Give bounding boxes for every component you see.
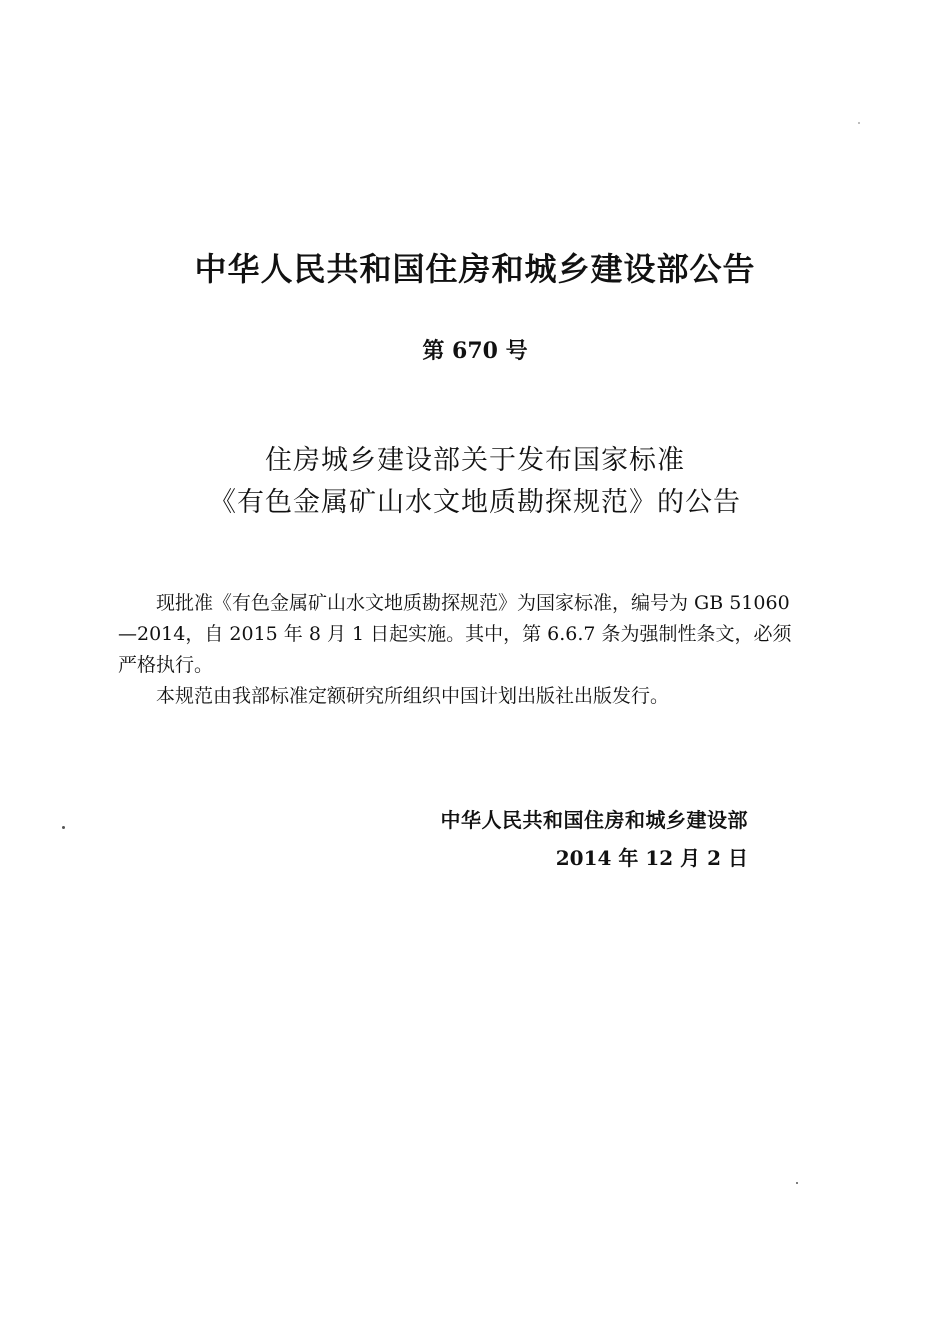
announcement-heading: 中华人民共和国住房和城乡建设部公告: [194, 250, 756, 288]
announcement-subtitle-line2: 《有色金属矿山水文地质勘探规范》的公告: [209, 487, 741, 518]
scan-speck: [858, 122, 860, 124]
issue-date: 2014 年 12 月 2 日: [555, 846, 748, 870]
scan-speck: [796, 1182, 798, 1184]
body-paragraph: 现批准《有色金属矿山水文地质勘探规范》为国家标准，编号为 GB 51060—2014，自 2015 年 8 月 1 日起实施。其中，第 6.6.7 条为强制性条文，必须严格执行。: [118, 592, 792, 676]
announcement-number: 第 670 号: [422, 338, 528, 364]
announcement-body: [118, 588, 808, 712]
body-paragraph: 本规范由我部标准定额研究所组织中国计划出版社出版发行。: [156, 685, 670, 707]
announcement-subtitle-line1: 住房城乡建设部关于发布国家标准: [265, 445, 685, 476]
issuer-signature: 中华人民共和国住房和城乡建设部: [440, 808, 748, 832]
scan-speck: [62, 826, 65, 829]
